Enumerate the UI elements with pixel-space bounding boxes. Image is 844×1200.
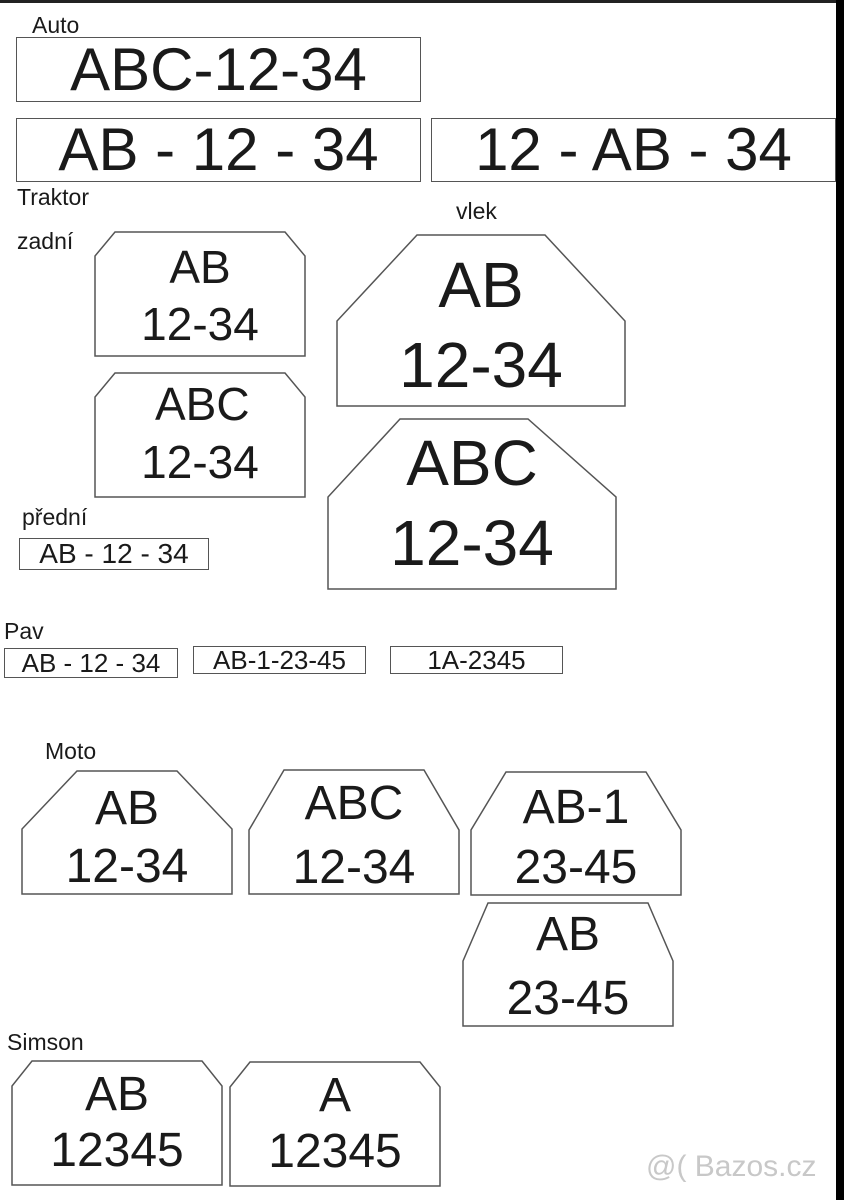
watermark: @( Bazos.cz [646, 1150, 817, 1183]
simson-plate [12, 1061, 222, 1185]
plate-line-2: 12-34 [141, 436, 259, 488]
plate-line-2: 12-34 [292, 841, 416, 894]
plate-line-1: AB [94, 782, 160, 835]
plate-line-1: A [318, 1069, 351, 1122]
label-traktor: Traktor [17, 184, 89, 210]
right-border [836, 0, 844, 1200]
plate-line-2: 12345 [268, 1125, 402, 1178]
auto-plate: AB - 12 - 34 [16, 118, 421, 182]
label-simson: Simson [7, 1029, 84, 1055]
plate-line-1: AB [438, 249, 524, 321]
plate-line-2: 12-34 [390, 507, 554, 579]
top-border [0, 0, 836, 3]
moto-plate [22, 771, 232, 894]
moto-plate [249, 770, 459, 894]
traktor-rear-plate [95, 373, 305, 497]
traktor-front-plate: AB - 12 - 34 [19, 538, 209, 570]
label-zadni: zadní [17, 228, 74, 254]
traktor-rear-plate [95, 232, 305, 356]
label-moto: Moto [45, 738, 97, 764]
label-auto: Auto [32, 12, 80, 38]
plate-line-1: AB [84, 1068, 150, 1121]
plate-line-1: ABC [304, 777, 404, 830]
plate-line-2: 23-45 [506, 972, 630, 1025]
moto-plate [471, 772, 681, 895]
plate-line-1: ABC [155, 378, 250, 430]
auto-plate: ABC-12-34 [16, 37, 421, 102]
label-predni: přední [22, 504, 88, 530]
plate-line-2: 12345 [50, 1124, 184, 1177]
moto-plate [463, 903, 673, 1026]
vlek-plate [337, 235, 625, 406]
auto-plate: 12 - AB - 34 [431, 118, 836, 182]
plate-line-2: 12-34 [65, 840, 189, 893]
simson-plate [230, 1062, 440, 1186]
pav-plate: AB - 12 - 34 [4, 648, 178, 678]
plate-line-1: AB [535, 908, 601, 961]
label-pav: Pav [4, 618, 44, 644]
plate-line-1: ABC [406, 427, 538, 499]
plate-line-1: AB [169, 241, 231, 293]
vlek-plate [328, 419, 616, 589]
plate-line-2: 23-45 [514, 841, 638, 894]
plate-line-2: 12-34 [399, 329, 563, 401]
plate-line-2: 12-34 [141, 298, 259, 350]
label-vlek: vlek [456, 198, 497, 224]
plate-line-1: AB-1 [522, 781, 630, 834]
pav-plate: 1A-2345 [390, 646, 563, 674]
pav-plate: AB-1-23-45 [193, 646, 366, 674]
